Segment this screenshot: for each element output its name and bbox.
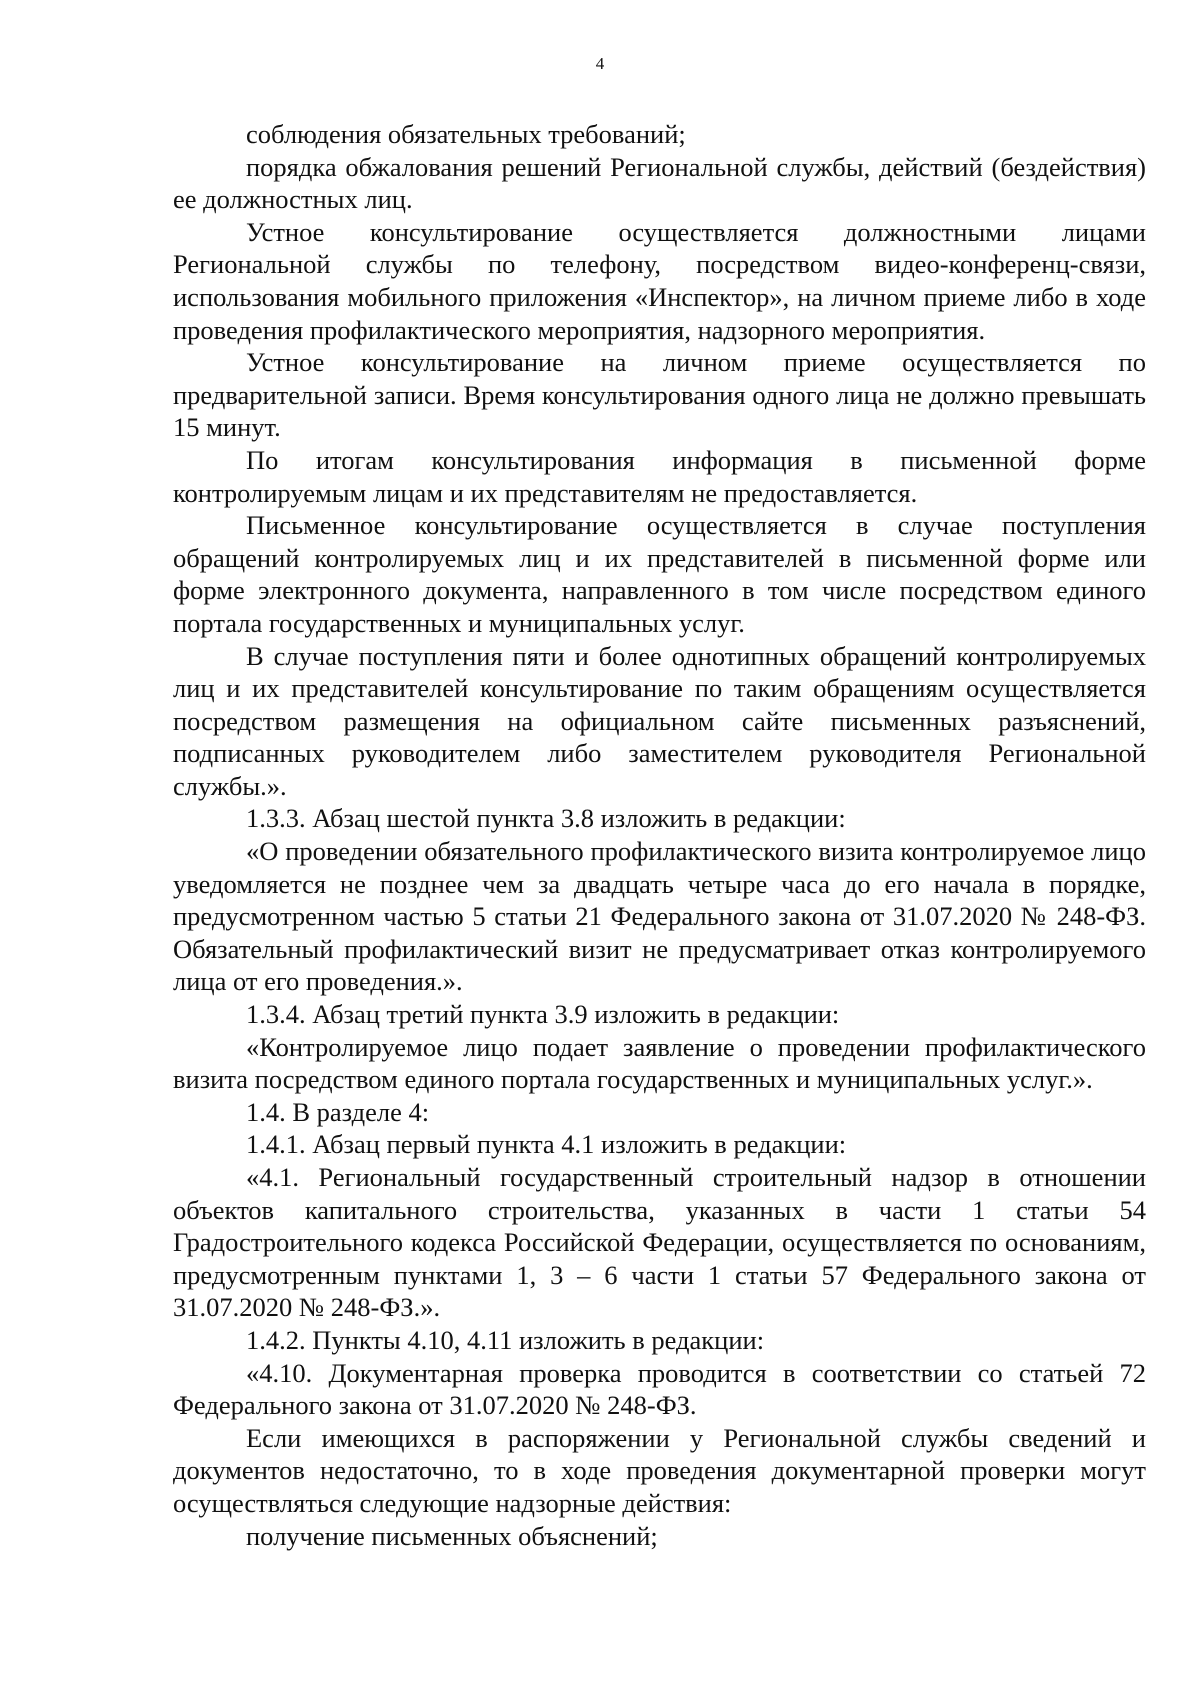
paragraph: «Контролируемое лицо подает заявление о проведении профилактического визита посредством единого портала государственных и муниципальных услуг.».: [173, 1031, 1146, 1095]
paragraph: Устное консультирование осуществляется должностными лицами Региональной службы по телефону, посредством видео-конференц-связи, использования мобильного приложения «Инспектор», на личном приеме либо в ходе проведения профилактического мероприятия, надзорного мероприятия.: [173, 216, 1146, 345]
paragraph: порядка обжалования решений Региональной службы, действий (бездействия) ее должностных лиц.: [173, 151, 1146, 215]
paragraph: «О проведении обязательного профилактического визита контролируемое лицо уведомляется не позднее чем за двадцать четыре часа до его начала в порядке, предусмотренном частью 5 статьи 21 Федерального закона от 31.07.2020 № 248-ФЗ. Обязательный профилактический визит не предусматривает отказ контролируемого лица от его проведения.».: [173, 836, 1146, 997]
paragraph: Если имеющихся в распоряжении у Региональной службы сведений и документов недостаточно, то в ходе проведения документарной проверки могут осуществляться следующие надзорные действия:: [173, 1422, 1146, 1518]
paragraph: 1.4.2. Пункты 4.10, 4.11 изложить в редакции:: [246, 1324, 765, 1355]
paragraph: соблюдения обязательных требований;: [246, 119, 686, 149]
paragraph: В случае поступления пяти и более однотипных обращений контролируемых лиц и их представителей консультирование по таким обращениям осуществляется посредством размещения на официальном сайте письменных разъяснений, подписанных руководителем либо заместителем руководителя Региональной службы.».: [173, 640, 1146, 801]
paragraph: По итогам консультирования информация в письменной форме контролируемым лицам и их представителям не предоставляется.: [173, 444, 1146, 508]
paragraph: «4.10. Документарная проверка проводится в соответствии со статьей 72 Федерального закона от 31.07.2020 № 248-ФЗ.: [173, 1357, 1146, 1421]
paragraph: получение письменных объяснений;: [246, 1520, 658, 1551]
page-number: 4: [595, 54, 605, 73]
paragraph: 1.4. В разделе 4:: [246, 1096, 430, 1127]
paragraph: «4.1. Региональный государственный строительный надзор в отношении объектов капитального строительства, указанных в части 1 статьи 54 Градостроительного кодекса Российской Федерации, осуществляется по основаниям, предусмотренным пунктами 1, 3 – 6 части 1 статьи 57 Федерального закона от 31.07.2020 № 248-ФЗ.».: [173, 1162, 1146, 1323]
document-body: [173, 118, 1146, 1552]
paragraph: 1.4.1. Абзац первый пункта 4.1 изложить в редакции:: [246, 1129, 847, 1160]
paragraph: 1.3.3. Абзац шестой пункта 3.8 изложить в редакции:: [246, 803, 846, 834]
paragraph: Устное консультирование на личном приеме осуществляется по предварительной записи. Время консультирования одного лица не должно превышать 15 минут.: [173, 347, 1146, 443]
paragraph: 1.3.4. Абзац третий пункта 3.9 изложить в редакции:: [246, 999, 840, 1030]
paragraph: Письменное консультирование осуществляется в случае поступления обращений контролируемых лиц и их представителей в письменной форме или форме электронного документа, направленного в том числе посредством единого портала государственных и муниципальных услуг.: [173, 510, 1146, 638]
